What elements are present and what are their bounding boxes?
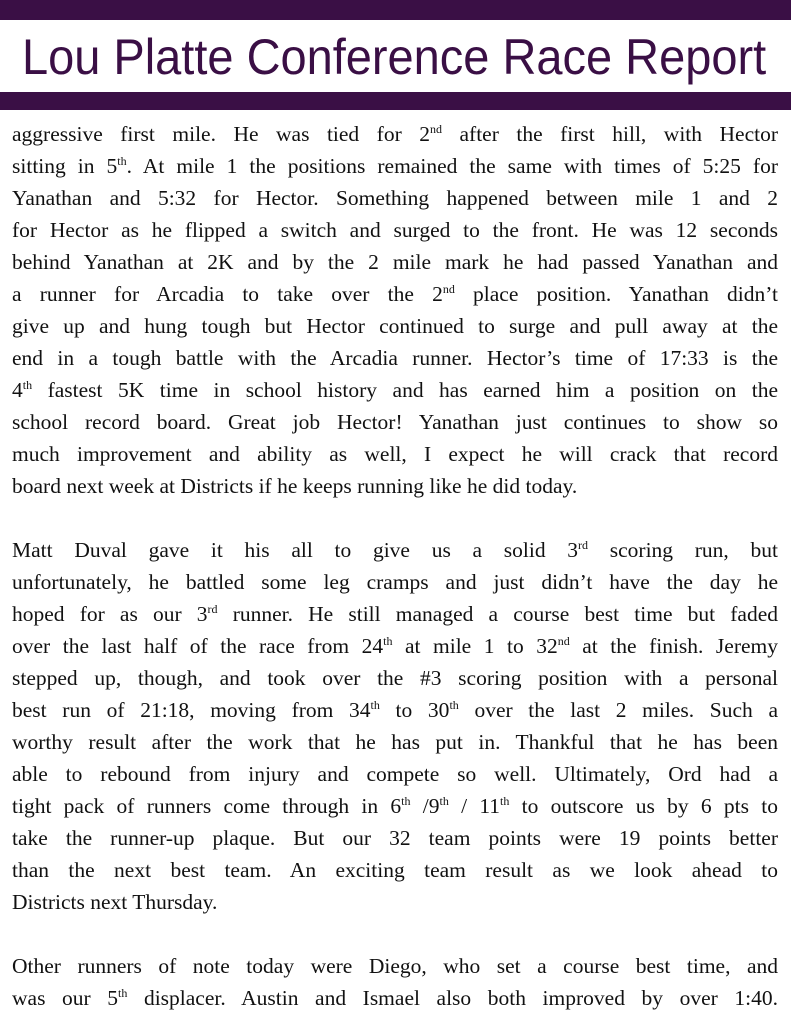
text-segment: end in a tough battle with the Arcadia runner. Hector’s time of 17:33 is the bbox=[12, 346, 778, 370]
ordinal-superscript: nd bbox=[557, 634, 570, 648]
text-segment: over the last 2 miles. Such a bbox=[458, 698, 778, 722]
text-segment: fastest 5K time in school history and has earned him a position on the bbox=[32, 378, 778, 402]
text-line bbox=[12, 982, 778, 1014]
text-line bbox=[12, 182, 778, 214]
paragraph-other-runners bbox=[12, 950, 778, 1014]
text-segment: for Hector as he flipped a switch and surged to the front. He was 12 seconds bbox=[12, 218, 778, 242]
text-segment: worthy result after the work that he has put in. Thankful that he has been bbox=[12, 730, 778, 754]
text-line bbox=[12, 758, 778, 790]
text-segment: stepped up, though, and took over the #3 scoring position with a personal bbox=[12, 666, 778, 690]
text-segment: Other runners of note today were Diego, who set a course best time, and bbox=[12, 954, 778, 978]
text-segment: at the finish. Jeremy bbox=[569, 634, 779, 658]
text-segment: best run of 21:18, moving from 34 bbox=[12, 698, 371, 722]
text-segment: to 30 bbox=[379, 698, 450, 722]
text-line bbox=[12, 374, 778, 406]
text-segment: aggressive first mile. He was tied for 2 bbox=[12, 122, 430, 146]
text-segment: was our 5 bbox=[12, 986, 119, 1010]
text-segment: at mile 1 to 32 bbox=[392, 634, 558, 658]
text-line bbox=[12, 854, 778, 886]
text-segment: place position. Yanathan didn’t bbox=[454, 282, 778, 306]
text-line bbox=[12, 342, 778, 374]
text-line bbox=[12, 726, 778, 758]
ordinal-superscript: th bbox=[118, 986, 128, 1000]
paragraph-hector-yanathan bbox=[12, 118, 778, 502]
text-segment: hoped for as our 3 bbox=[12, 602, 208, 626]
text-line bbox=[12, 630, 778, 662]
text-line bbox=[12, 886, 778, 918]
text-line bbox=[12, 950, 778, 982]
text-line bbox=[12, 790, 778, 822]
ordinal-superscript: th bbox=[449, 698, 459, 712]
text-line bbox=[12, 150, 778, 182]
text-segment: displacer. Austin and Ismael also both improved by over 1:40. bbox=[127, 986, 778, 1010]
text-segment: runner. He still managed a course best time but faded bbox=[217, 602, 779, 626]
text-line bbox=[12, 822, 778, 854]
ordinal-superscript: nd bbox=[442, 282, 455, 296]
text-line bbox=[12, 310, 778, 342]
ordinal-superscript: th bbox=[401, 794, 411, 808]
header-top-bar bbox=[0, 0, 791, 20]
text-segment: tight pack of runners come through in 6 bbox=[12, 794, 402, 818]
text-line bbox=[12, 214, 778, 246]
text-line bbox=[12, 566, 778, 598]
text-segment: a runner for Arcadia to take over the 2 bbox=[12, 282, 443, 306]
text-segment: 4 bbox=[12, 378, 23, 402]
ordinal-superscript: th bbox=[500, 794, 510, 808]
text-line bbox=[12, 534, 778, 566]
text-segment: over the last half of the race from 24 bbox=[12, 634, 384, 658]
text-line bbox=[12, 278, 778, 310]
text-line bbox=[12, 118, 778, 150]
ordinal-superscript: rd bbox=[578, 538, 589, 552]
text-segment: able to rebound from injury and compete so well. Ultimately, Ord had a bbox=[12, 762, 778, 786]
text-line bbox=[12, 694, 778, 726]
page-title: Lou Platte Conference Race Report bbox=[22, 29, 767, 85]
text-segment: /9 bbox=[410, 794, 440, 818]
paragraph-matt-jeremy bbox=[12, 534, 778, 918]
ordinal-superscript: nd bbox=[430, 122, 442, 136]
text-line bbox=[12, 598, 778, 630]
text-segment: Districts next Thursday. bbox=[12, 890, 218, 914]
text-line bbox=[12, 438, 778, 470]
text-segment: sitting in 5 bbox=[12, 154, 118, 178]
text-segment: than the next best team. An exciting team result as we look ahead to bbox=[12, 858, 778, 882]
header-bottom-bar bbox=[0, 92, 791, 110]
ordinal-superscript: th bbox=[22, 378, 33, 392]
text-line bbox=[12, 662, 778, 694]
text-segment: . At mile 1 the positions remained the same with times of 5:25 for bbox=[126, 154, 778, 178]
text-segment: behind Yanathan at 2K and by the 2 mile mark he had passed Yanathan and bbox=[12, 250, 778, 274]
ordinal-superscript: th bbox=[370, 698, 380, 712]
text-segment: give up and hung tough but Hector continued to surge and pull away at the bbox=[12, 314, 778, 338]
text-line bbox=[12, 406, 778, 438]
text-segment: to outscore us by 6 pts to bbox=[509, 794, 778, 818]
text-segment: school record board. Great job Hector! Yanathan just continues to show so bbox=[12, 410, 778, 434]
ordinal-superscript: th bbox=[383, 634, 393, 648]
text-segment: scoring run, but bbox=[588, 538, 778, 562]
text-segment: take the runner-up plaque. But our 32 team points were 19 points better bbox=[12, 826, 778, 850]
text-line bbox=[12, 246, 778, 278]
text-segment: board next week at Districts if he keeps running like he did today. bbox=[12, 474, 578, 498]
text-segment: Yanathan and 5:32 for Hector. Something happened between mile 1 and 2 bbox=[12, 186, 778, 210]
text-line bbox=[12, 470, 778, 502]
text-segment: Matt Duval gave it his all to give us a solid 3 bbox=[12, 538, 579, 562]
ordinal-superscript: rd bbox=[207, 602, 218, 616]
ordinal-superscript: th bbox=[439, 794, 449, 808]
ordinal-superscript: th bbox=[117, 154, 127, 168]
text-segment: unfortunately, he battled some leg cramps and just didn’t have the day he bbox=[12, 570, 778, 594]
text-segment: much improvement and ability as well, I expect he will crack that record bbox=[12, 442, 778, 466]
text-segment: / 11 bbox=[448, 794, 501, 818]
text-segment: after the first hill, with Hector bbox=[442, 122, 779, 146]
